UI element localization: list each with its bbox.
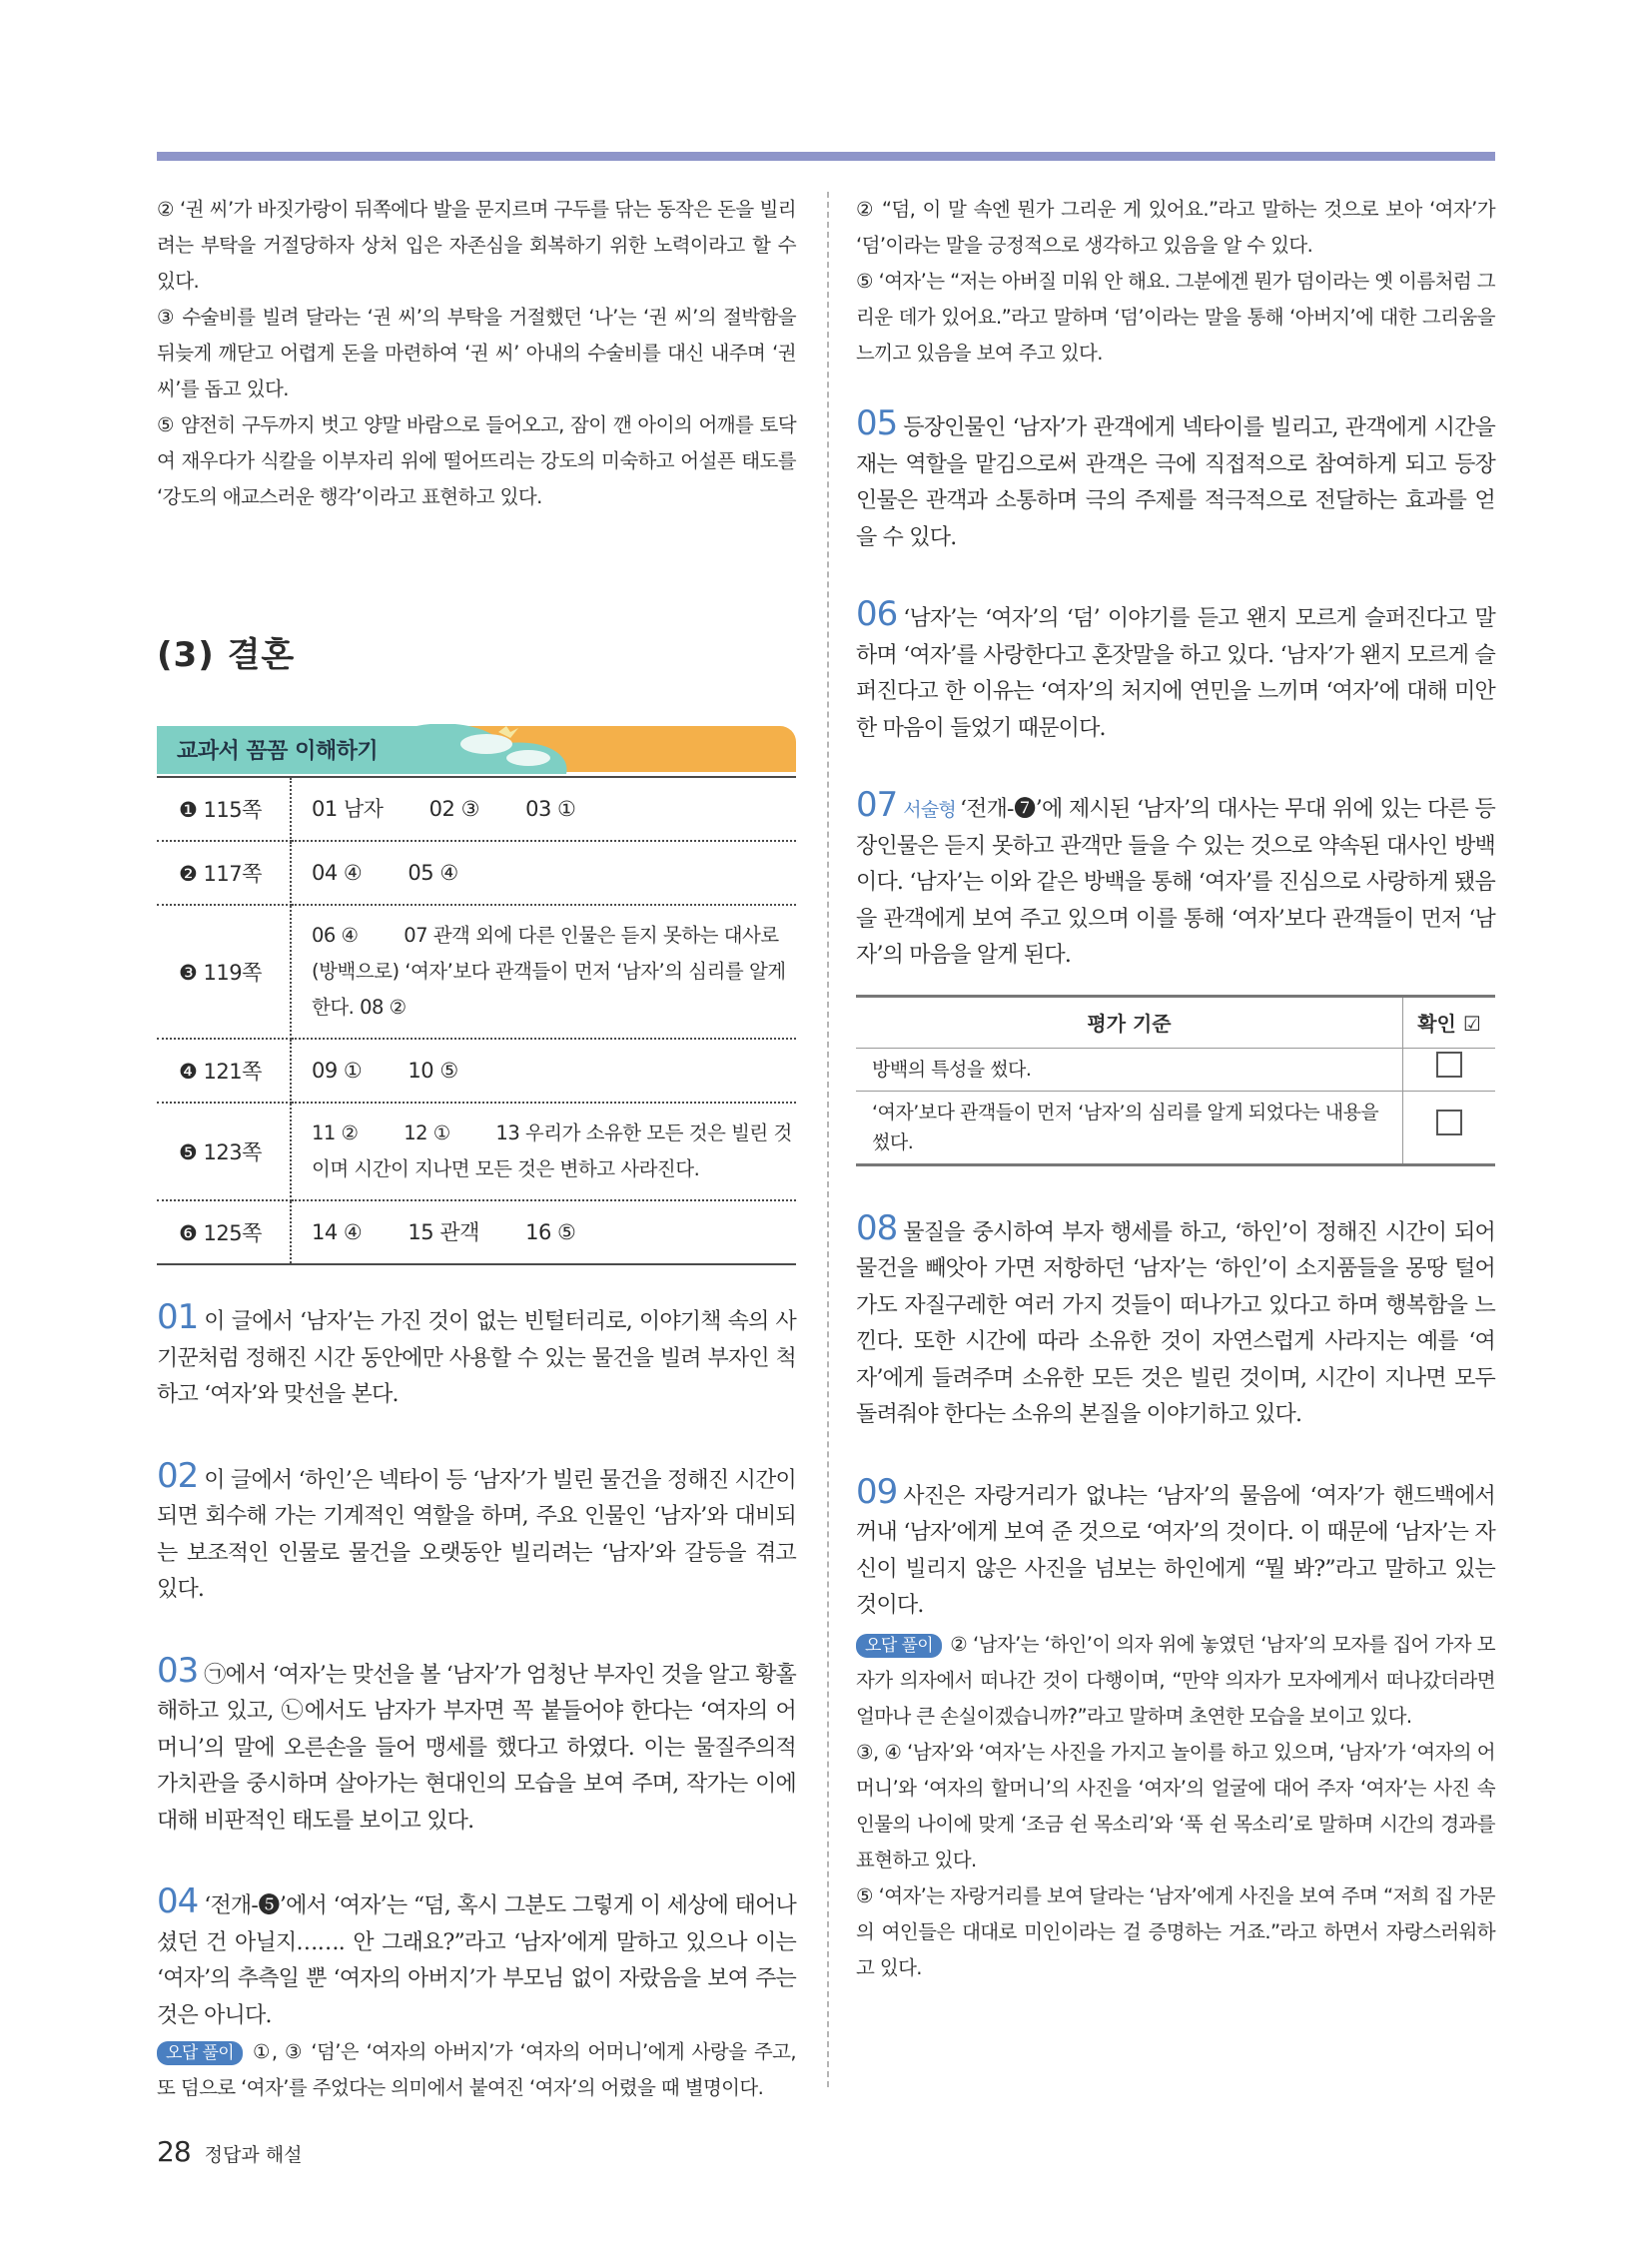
question-number: 03 [157,1650,199,1691]
question-number: 01 [157,1297,199,1337]
answer-page: ❺ 123쪽 [157,1103,291,1200]
answer-item: 08 ② [360,996,407,1019]
footer-label: 정답과 해설 [204,2144,303,2166]
question-05 [856,405,1495,556]
note-paragraph: ⑤ ‘여자’는 자랑거리를 보여 달라는 ‘남자’에게 사진을 보여 주며 “저희 집 가문의 여인들은 대대로 미인이라는 걸 증명하는 거죠.”라고 하면서 자랑스러워하고 있다. [856,1883,1495,1979]
explain-r5: ⑤ ‘여자’는 “저는 아버질 미워 안 해요. 그분에겐 뭔가 덤이라는 옛 이름처럼 그리운 데가 있어요.”라고 말하며 ‘덤’이라는 말을 통해 ‘아버지’에 대한 그리움을 느끼고 있음을 보여 주고 있다. [856,270,1495,365]
question-text: ㉠에서 ‘여자’는 맞선을 볼 ‘남자’가 엄청난 부자인 것을 알고 황홀해하고 있고, ㉡에서도 남자가 부자면 꼭 붙들어야 한다는 ‘여자의 어머니’의 말에 오른손을 들어 맹세를 했다고 하였다. 이는 물질주의적 가치관을 중시하며 살아가는 현대인의 모습을 보여 주며, 작가는 이에 대해 비판적인 태도를 보이고 있다. [157,1662,796,1834]
question-number: 05 [856,403,898,443]
explain-5: ⑤ 얌전히 구두까지 벗고 양말 바람으로 들어오고, 잠이 깬 아이의 어깨를 토닥여 재우다가 식칼을 이부자리 위에 떨어뜨리는 강도의 미숙하고 어설픈 태도를 ‘강도의 애교스러운 행각’이라고 표현하고 있다. [157,413,796,508]
page-number: 28 [157,2135,191,2168]
question-text: 등장인물인 ‘남자’가 관객에게 넥타이를 빌리고, 관객에게 시간을 재는 역할을 맡김으로써 관객은 극에 직접적으로 참여하게 되고 등장인물은 관객과 소통하며 극의 주제를 적극적으로 전달하는 효과를 얻을 수 있다. [856,415,1495,550]
criteria-text: ‘여자’보다 관객들이 먼저 ‘남자’의 심리를 알게 되었다는 내용을 썼다. [856,1091,1403,1164]
banner-title: 교과서 꼼꼼 이해하기 [177,739,379,764]
question-06 [856,596,1495,747]
question-number: 02 [157,1455,199,1496]
answer-page: ❶ 115쪽 [157,777,291,841]
left-column [157,192,796,2106]
question-04 [157,1883,796,2034]
answer-item: 02 ③ [428,797,479,821]
wrong-answer-note [856,1627,1495,1735]
explain-r2: ② “덤, 이 말 속엔 뭔가 그리운 게 있어요.”라고 말하는 것으로 보아 ‘여자’가 ‘덤’이라는 말을 긍정적으로 생각하고 있음을 알 수 있다. [856,198,1495,257]
essay-tag: 서술형 [903,799,956,821]
note-text: ①, ③ ‘덤’은 ‘여자의 아버지’가 ‘여자의 어머니’에게 사랑을 주고, 또 덤으로 ‘여자’를 주었다는 의미에서 붙여진 ‘여자’의 어렸을 때 별명이다. [157,2040,796,2099]
question-02 [157,1455,796,1609]
answer-item: 07 관객 외에 다른 인물은 듣지 못하는 대사로(방백으로) ‘여자’보다 관객들이 먼저 ‘남자’의 심리를 알게 한다. [312,924,786,1019]
question-number: 09 [856,1471,898,1512]
top-rule [157,152,1495,161]
answer-item: 13 우리가 소유한 모든 것은 빌린 것이며 시간이 지나면 모든 것은 변하고 사라진다. [312,1121,792,1180]
answer-table [157,776,796,1265]
wrong-answer-note [157,2034,796,2106]
answer-row [157,905,796,1039]
answer-item: 09 ① [312,1059,363,1083]
question-text: 사진은 자랑거리가 없냐는 ‘남자’의 물음에 ‘여자’가 핸드백에서 꺼내 ‘남자’에게 보여 준 것으로 ‘여자’의 것이다. 이 때문에 ‘남자’는 자신이 빌리지 않은 사진을 넘보는 하인에게 “뭘 봐?”라고 말하고 있는 것이다. [856,1483,1495,1618]
page-footer [157,2135,302,2168]
answer-item: 06 ④ [312,924,359,947]
answer-item: 11 ② [312,1121,359,1144]
question-08 [856,1207,1495,1434]
answer-row [157,777,796,841]
answer-item: 14 ④ [312,1220,363,1244]
section-title: (3) 결혼 [157,635,296,675]
wrong-answer-badge: 오답 풀이 [856,1634,942,1658]
question-number: 04 [157,1881,199,1921]
question-number: 08 [856,1207,898,1248]
question-text: ‘전개-❼’에 제시된 ‘남자’의 대사는 무대 위에 있는 다른 등장인물은 듣지 못하고 관객만 들을 수 있는 것으로 약속된 대사인 방백이다. ‘남자’는 이와 같은 방백을 통해 ‘여자’를 진심으로 사랑하게 됐음을 관객에게 보여 주고 있으며 이를 통해 ‘여자’보다 관객들이 먼저 ‘남자’의 마음을 알게 된다. [856,797,1495,968]
answer-page: ❻ 125쪽 [157,1200,291,1264]
answer-item: 05 ④ [408,861,458,885]
question-03 [157,1650,796,1841]
evaluation-table [856,995,1495,1166]
question-text: ‘남자’는 ‘여자’의 ‘덤’ 이야기를 듣고 왠지 모르게 슬퍼진다고 말하며 ‘여자’를 사랑한다고 혼잣말을 하고 있다. ‘남자’가 왠지 모르게 슬퍼진다고 한 이유는 ‘여자’의 처지에 연민을 느끼며 ‘여자’에 대해 미안한 마음이 들었기 때문이다. [856,606,1495,741]
check-header: 확인 ☑ [1403,996,1496,1048]
answer-row [157,1200,796,1264]
question-01 [157,1299,796,1414]
question-number: 06 [856,594,898,634]
answer-page: ❸ 119쪽 [157,905,291,1039]
explain-3: ③ 수술비를 빌려 달라는 ‘권 씨’의 부탁을 거절했던 ‘나’는 ‘권 씨’의 절박함을 뒤늦게 깨닫고 어렵게 돈을 마련하여 ‘권 씨’ 아내의 수술비를 대신 내주며 ‘권 씨’를 돕고 있다. [157,306,796,400]
answer-page: ❹ 121쪽 [157,1039,291,1103]
question-text: 이 글에서 ‘남자’는 가진 것이 없는 빈털터리로, 이야기책 속의 사기꾼처럼 정해진 시간 동안에만 사용할 수 있는 물건을 빌려 부자인 척하고 ‘여자’와 맞선을 본다. [157,1309,796,1407]
answer-item: 01 남자 [312,797,384,821]
answer-item: 16 ⑤ [525,1220,576,1244]
answer-item: 12 ① [404,1121,450,1144]
answer-row [157,1039,796,1103]
answer-item: 10 ⑤ [408,1059,458,1083]
explain-2: ② ‘권 씨’가 바짓가랑이 뒤쪽에다 발을 문지르며 구두를 닦는 동작은 돈을 빌리려는 부탁을 거절당하자 상처 입은 자존심을 회복하기 위한 노력이라고 할 수 있다. [157,198,796,293]
criteria-row [856,1048,1495,1091]
answer-item: 04 ④ [312,861,363,885]
right-column [856,192,1495,1986]
checkbox[interactable] [1436,1110,1462,1135]
answer-page: ❷ 117쪽 [157,841,291,905]
question-09 [856,1471,1495,1625]
checkbox[interactable] [1436,1052,1462,1078]
textbook-banner [157,724,796,774]
question-text: 물질을 중시하여 부자 행세를 하고, ‘하인’이 정해진 시간이 되어 물건을 빼앗아 가면 저항하던 ‘남자’는 ‘하인’이 소지품들을 몽땅 털어 가도 자질구레한 여러 가지 것들이 떠나가고 있다고 하며 행복함을 느낀다. 또한 시간에 따라 소유한 것이 자연스럽게 사라지는 예를 ‘여자’에게 들려주며 소유한 모든 것은 빌린 것이며, 시간이 지나면 모두 돌려줘야 한다는 소유의 본질을 이야기하고 있다. [856,1219,1495,1427]
note-paragraph: ③, ④ ‘남자’와 ‘여자’는 사진을 가지고 놀이를 하고 있으며, ‘남자’가 ‘여자의 어머니’와 ‘여자의 할머니’의 사진을 ‘여자’의 얼굴에 대어 주자 ‘여자’는 사진 속 인물의 나이에 맞게 ‘조금 쉰 목소리’와 ‘푹 쉰 목소리’로 말하며 시간의 경과를 표현하고 있다. [856,1740,1495,1871]
answer-row [157,1103,796,1200]
criteria-header: 평가 기준 [856,996,1403,1048]
answer-item: 03 ① [525,797,576,821]
criteria-row [856,1091,1495,1164]
column-divider [827,192,829,2087]
answer-item: 15 관객 [408,1220,479,1244]
question-text: ‘전개-❺’에서 ‘여자’는 “덤, 혹시 그분도 그렇게 이 세상에 태어나셨던 건 아닐지……. 안 그래요?”라고 ‘남자’에게 말하고 있으나 이는 ‘여자’의 추측일 뿐 ‘여자의 아버지’가 부모님 없이 자랐음을 보여 주는 것은 아니다. [157,1893,796,2028]
question-07 [856,787,1495,975]
note-text: ② ‘남자’는 ‘하인’이 의자 위에 놓였던 ‘남자’의 모자를 집어 가자 모자가 의자에서 떠나간 것이 다행이며, “만약 의자가 모자에게서 떠나갔더라면 얼마나 큰 손실이겠습니까?”라고 말하며 초연한 모습을 보이고 있다. [856,1632,1495,1728]
criteria-text: 방백의 특성을 썼다. [856,1048,1403,1091]
question-number: 07 [856,785,898,825]
answer-row [157,841,796,905]
question-text: 이 글에서 ‘하인’은 넥타이 등 ‘남자’가 빌린 물건을 정해진 시간이 되면 회수해 가는 기계적인 역할을 하며, 주요 인물인 ‘남자’와 대비되는 보조적인 인물로 물건을 오랫동안 빌리려는 ‘남자’와 갈등을 겪고 있다. [157,1467,796,1602]
wrong-answer-badge: 오답 풀이 [157,2041,243,2065]
